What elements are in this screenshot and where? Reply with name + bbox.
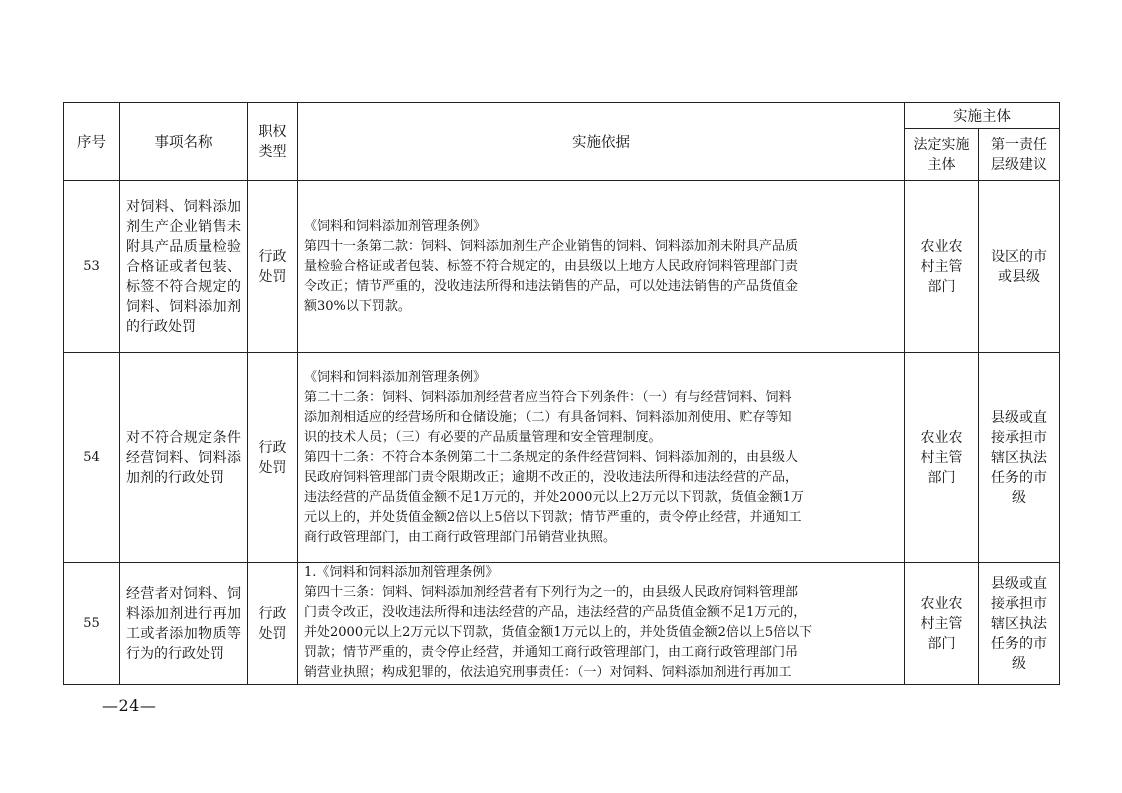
- basis-line: 《饲料和饲料添加剂管理条例》: [304, 218, 487, 234]
- basis-line: 额30%以下罚款。: [304, 298, 411, 314]
- row-item-name: 对不符合规定条件经营饲料、饲料添加剂的行政处罚: [120, 353, 248, 563]
- page-number: —24—: [102, 696, 157, 715]
- basis-line: 商行政管理部门，由工商行政管理部门吊销营业执照。: [304, 529, 617, 545]
- row-authority-type: 行政处罚: [248, 563, 298, 685]
- table-row: [64, 353, 1060, 563]
- row-seq: 53: [64, 181, 120, 353]
- basis-line: 违法经营的产品货值金额不足1万元的，并处2000元以上2万元以下罚款，货值金额1万: [304, 489, 804, 505]
- row-legal-subject: 农业农村主管部门: [905, 353, 979, 563]
- row-legal-subject: 农业农村主管部门: [905, 563, 979, 685]
- row-authority-type: 行政处罚: [248, 181, 298, 353]
- header-type: 职权类型: [248, 103, 298, 181]
- header-basis: 实施依据: [298, 103, 905, 181]
- basis-line: 销营业执照；构成犯罪的，依法追究刑事责任：（一）对饲料、饲料添加剂进行再加工: [304, 665, 792, 680]
- basis-line: 《饲料和饲料添加剂管理条例》: [304, 369, 487, 385]
- basis-line: 1.《饲料和饲料添加剂管理条例》: [304, 565, 499, 580]
- row-basis: [298, 353, 905, 563]
- row-item-name: 经营者对饲料、饲料添加剂进行再加工或者添加物质等行为的行政处罚: [120, 563, 248, 685]
- basis-line: 第四十三条：饲料、饲料添加剂经营者有下列行为之一的，由县级人民政府饲料管理部: [304, 585, 799, 600]
- basis-line: 并处2000元以上2万元以下罚款，货值金额1万元以上的，并处货值金额2倍以上5倍以下: [304, 625, 813, 640]
- basis-line: 令改正；情节严重的，没收违法所得和违法销售的产品，可以处违法销售的产品货值金: [304, 278, 799, 294]
- basis-line: 元以上的，并处货值金额2倍以上5倍以下罚款；情节严重的，责令停止经营，并通知工: [304, 509, 802, 525]
- row-item-name: 对饲料、饲料添加剂生产企业销售未附具产品质量检验合格证或者包装、标签不符合规定的饲料、饲料添加剂的行政处罚: [120, 181, 248, 353]
- row-basis: [298, 181, 905, 353]
- row-seq: 55: [64, 563, 120, 685]
- row-level: 设区的市或县级: [979, 181, 1060, 353]
- enforcement-table: [63, 102, 1060, 685]
- row-authority-type: 行政处罚: [248, 353, 298, 563]
- basis-line: 量检验合格证或者包装、标签不符合规定的，由县级以上地方人民政府饲料管理部门责: [304, 258, 799, 274]
- basis-line: 罚款；情节严重的，责令停止经营，并通知工商行政管理部门，由工商行政管理部门吊: [304, 645, 799, 660]
- row-seq: 54: [64, 353, 120, 563]
- header-subject: 实施主体: [905, 103, 1060, 129]
- basis-line: 第二十二条：饲料、饲料添加剂经营者应当符合下列条件：（一）有与经营饲料、饲料: [304, 389, 792, 405]
- basis-line: 门责令改正，没收违法所得和违法经营的产品，违法经营的产品货值金额不足1万元的，: [304, 605, 807, 620]
- row-legal-subject: 农业农村主管部门: [905, 181, 979, 353]
- row-level: 县级或直接承担市辖区执法任务的市级: [979, 353, 1060, 563]
- table-row: [64, 563, 1060, 685]
- basis-line: 第四十一条第二款：饲料、饲料添加剂生产企业销售的饲料、饲料添加剂未附具产品质: [304, 238, 799, 254]
- row-level: 县级或直接承担市辖区执法任务的市级: [979, 563, 1060, 685]
- header-name: 事项名称: [120, 103, 248, 181]
- header-legal-subject: 法定实施主体: [905, 129, 979, 181]
- row-basis: [298, 563, 905, 685]
- header-seq: 序号: [64, 103, 120, 181]
- basis-line: 识的技术人员；（三）有必要的产品质量管理和安全管理制度。: [304, 429, 662, 445]
- basis-line: 添加剂相适应的经营场所和仓储设施；（二）有具备饲料、饲料添加剂使用、贮存等知: [304, 409, 792, 425]
- basis-line: 民政府饲料管理部门责令限期改正；逾期不改正的，没收违法所得和违法经营的产品，: [304, 469, 799, 485]
- table-row: [64, 181, 1060, 353]
- header-level-suggestion: 第一责任层级建议: [979, 129, 1060, 181]
- basis-line: 第四十二条：不符合本条例第二十二条规定的条件经营饲料、饲料添加剂的，由县级人: [304, 449, 799, 465]
